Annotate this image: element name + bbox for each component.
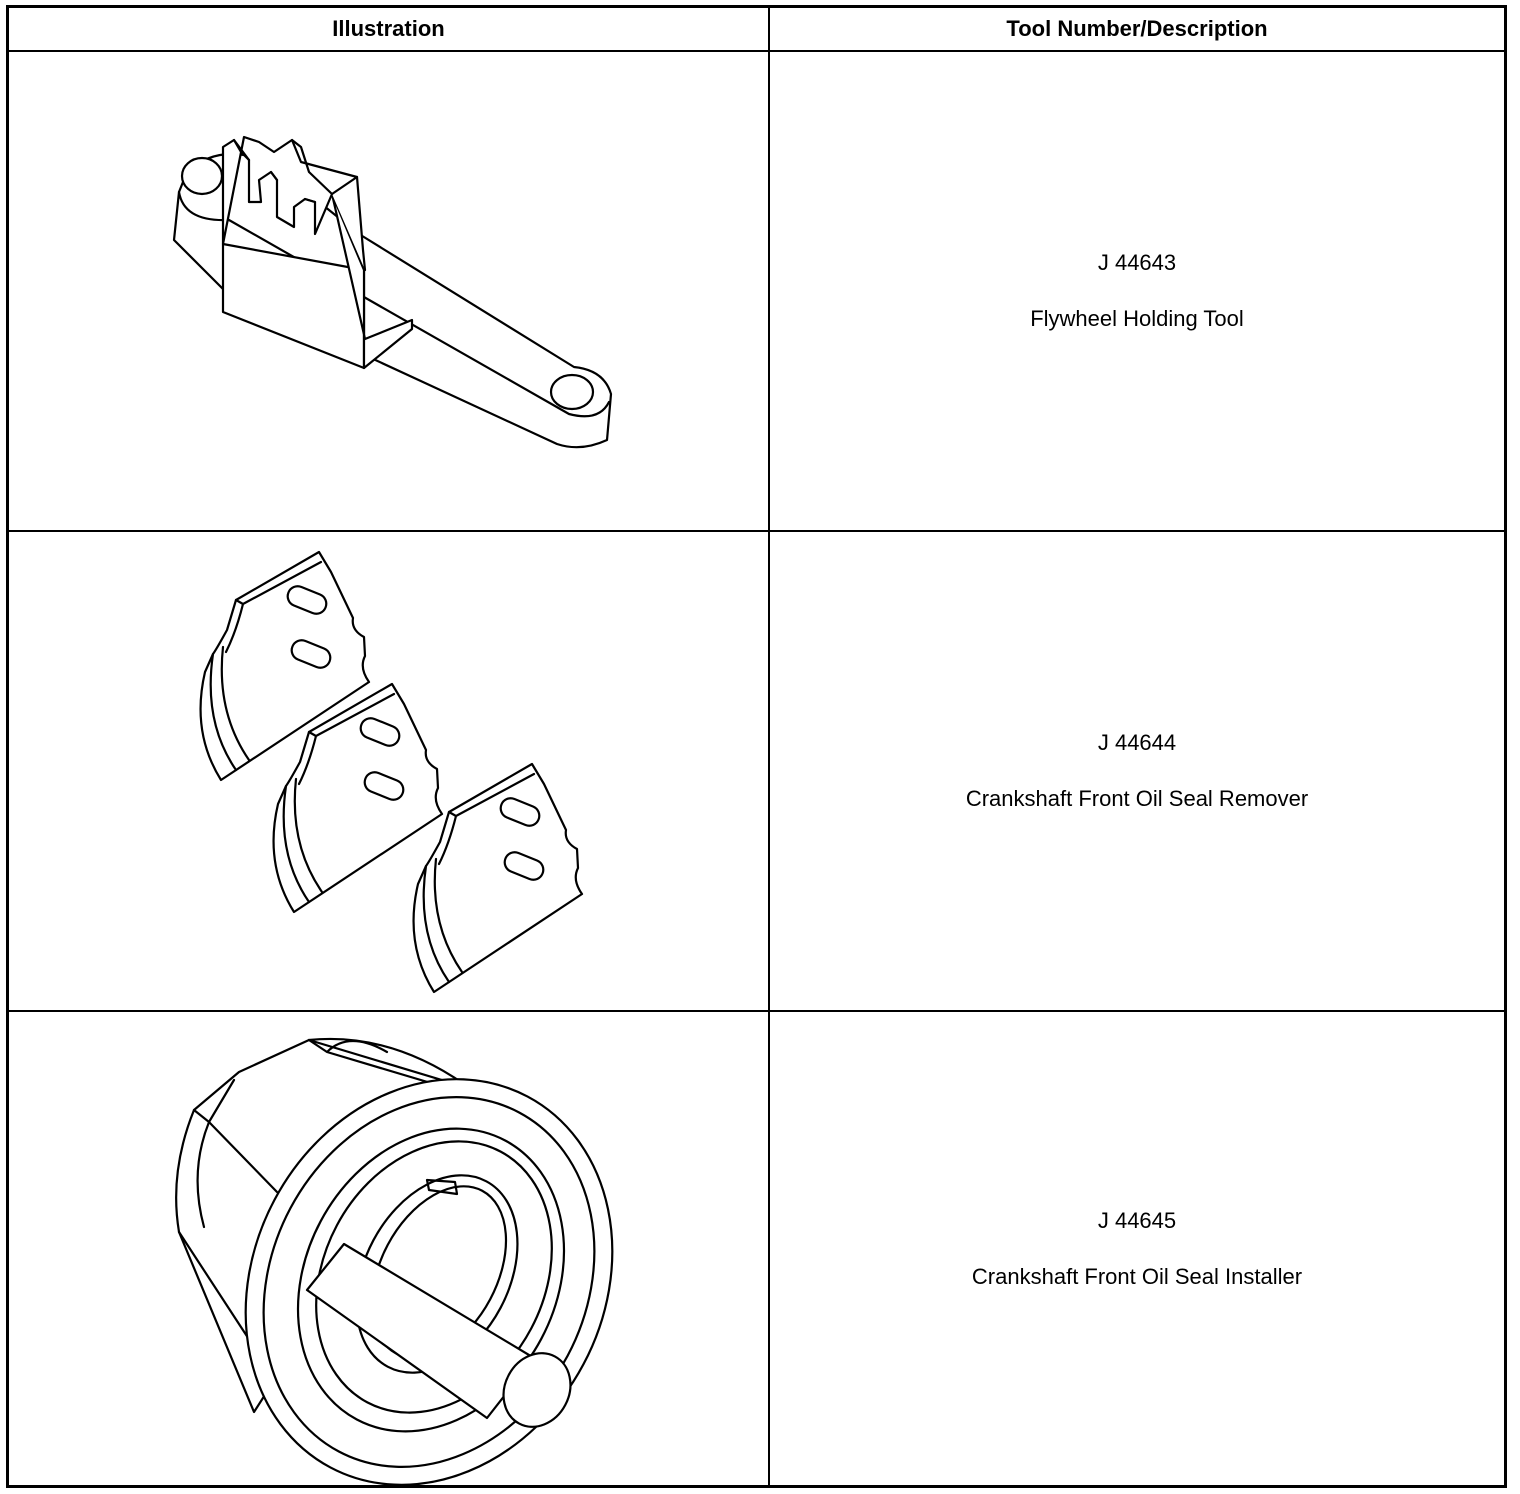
oil-seal-installer-illustration: [9, 1012, 768, 1485]
description-cell: [770, 1012, 1504, 1485]
description-cell: [770, 52, 1504, 530]
tool-number: J 44644: [1097, 730, 1177, 755]
tool-number: J 44645: [1097, 1207, 1177, 1233]
table-row: [9, 1012, 1504, 1485]
tool-description: Crankshaft Front Oil Seal Remover: [965, 786, 1309, 811]
illustration-cell: [9, 532, 768, 1010]
tool-description: Flywheel Holding Tool: [1030, 306, 1244, 331]
oil-seal-remover-illustration: [9, 532, 768, 1010]
header-tool-number-description: Tool Number/Description: [1006, 16, 1268, 41]
description-cell: [770, 532, 1504, 1010]
table-row: [9, 52, 1504, 532]
table-row: [9, 532, 1504, 1012]
tool-description: Crankshaft Front Oil Seal Installer: [971, 1263, 1303, 1289]
header-illustration: Illustration: [332, 16, 445, 41]
tool-number: J 44643: [1097, 250, 1177, 275]
tool-table: [6, 5, 1507, 1488]
illustration-cell: [9, 1012, 768, 1485]
table-header-row: [9, 8, 1504, 52]
flywheel-holding-tool-illustration: [9, 52, 768, 530]
illustration-cell: [9, 52, 768, 530]
